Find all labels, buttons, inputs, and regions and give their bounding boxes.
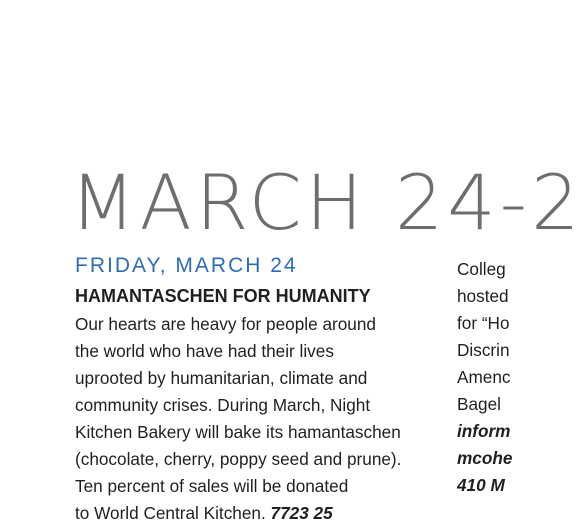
right-column-line: for “Ho [457,313,510,333]
event-description [75,311,447,527]
left-column [75,252,447,527]
description-line: the world who have had their lives [75,341,334,361]
date-range-headline: MARCH 24-2 [70,158,583,247]
description-line: Kitchen Bakery will bake its hamantaschen [75,422,401,442]
right-column-line-emphasis: 410 M [457,475,505,495]
description-line-address [75,500,447,527]
right-column [457,256,537,499]
description-line: (chocolate, cherry, poppy seed and prune). [75,449,402,469]
description-line-text: to World Central Kitchen. [75,503,271,523]
event-title: HAMANTASCHEN FOR HUMANITY [75,286,371,306]
right-column-line: hosted [457,286,509,306]
right-column-line-emphasis: inform [457,421,511,441]
right-column-line: Discrin [457,340,510,360]
description-line: community crises. During March, Night [75,395,371,415]
description-line: uprooted by humanitarian, climate and [75,368,368,388]
description-line: Our hearts are heavy for people around [75,314,376,334]
right-column-line: Bagel [457,394,501,414]
description-line: Ten percent of sales will be donated [75,476,349,496]
right-column-line: Colleg [457,259,506,279]
right-column-line: Amenc [457,367,511,387]
right-column-line-emphasis: mcohe [457,448,513,468]
event-address: 7723 25 [270,503,333,523]
event-date: FRIDAY, MARCH 24 [75,254,298,277]
